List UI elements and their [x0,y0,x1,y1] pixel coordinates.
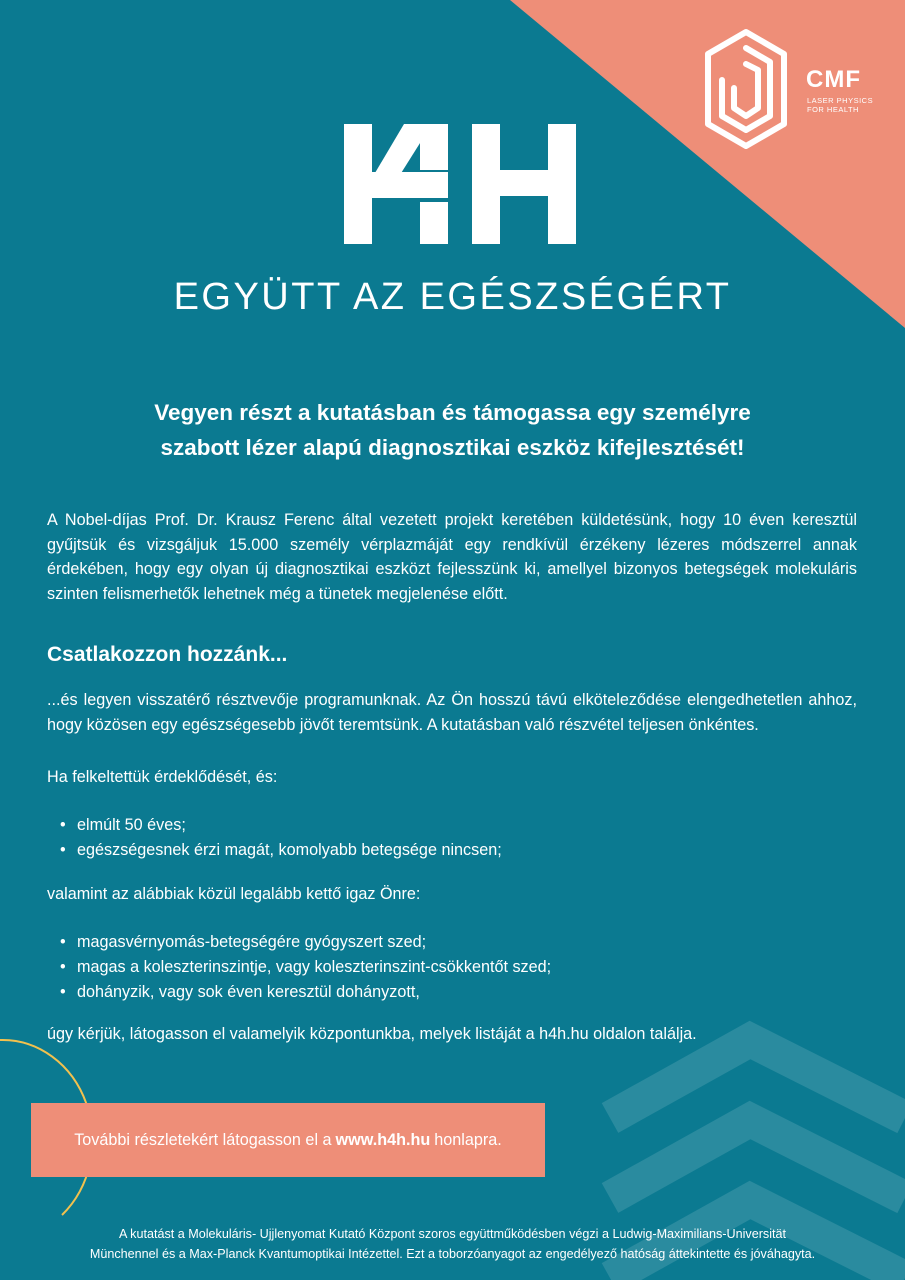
cta-text-after: honlapra. [434,1130,502,1149]
list-item: • egészségesnek érzi magát, komolyabb betegsége nincsen; [47,838,502,863]
join-paragraph: ...és legyen visszatérő résztvevője programunknak. Az Ön hosszú távú elköteleződése elengedhetetlen ahhoz, hogy közösen egy egészségesebb jövőt teremtsünk. A kutatásban való részvétel teljesen önkéntes. [47,691,857,734]
list-item: • magasvérnyomás-betegségére gyógyszert szed; [47,930,551,955]
footer-note [20,1224,885,1264]
cmf-subtitle [807,96,873,114]
list-item: • elmúlt 50 éves; [47,813,502,838]
h4h-logo-icon [340,122,580,246]
cmf-subtitle-line-1: LASER PHYSICS [807,96,874,105]
cta-banner[interactable] [31,1103,545,1177]
join-heading: Csatlakozzon hozzánk... [47,643,288,666]
criteria-intro: Ha felkeltettük érdeklődését, és: [47,768,278,786]
list-item: • dohányzik, vagy sok éven keresztül dohányzott, [47,980,551,1005]
headline-line-2: szabott lézer alapú diagnosztikai eszköz kifejlesztését! [160,435,745,460]
cta-link[interactable]: www.h4h.hu [335,1130,431,1149]
headline [60,395,845,465]
headline-line-1: Vegyen részt a kutatásban és támogassa egy személyre [154,400,751,425]
criteria-closing: úgy kérjük, látogasson el valamelyik központunkba, melyek listáját a h4h.hu oldalon találja. [47,1025,697,1043]
footer-line-1: A kutatást a Molekuláris- Ujjlenyomat Kutató Központ szoros együttműködésben végzi a Ludwig-Maximilians-Universität [118,1227,787,1241]
cmf-subtitle-line-2: FOR HEALTH [807,105,859,114]
criteria-list-1 [47,813,502,863]
tagline: EGYÜTT AZ EGÉSZSÉGÉRT [173,276,732,318]
criteria-list-2 [47,930,551,1005]
intro-paragraph: A Nobel-díjas Prof. Dr. Krausz Ferenc által vezetett projekt keretében küldetésünk, hogy 10 éven keresztül gyűjtsük és vizsgáljuk 15.000 személy vérplazmáját egy rendkívül érzékeny lézeres módszerrel annak érdekében, hogy egy olyan új diagnosztikai eszközt fejlesszünk ki, amellyel bizonyos betegségek molekuláris szinten felismerhetők lehetnek még a tünetek megjelenése előtt. [47,511,857,603]
footer-line-2: Münchennel és a Max-Planck Kvantumoptikai Intézettel. Ezt a toborzóanyagot az engedélyező hatóság áttekintette és jóváhagyta. [89,1247,816,1261]
cta-text-before: További részletekért látogasson el a [74,1130,332,1149]
criteria-middle: valamint az alábbiak közül legalább kettő igaz Önre: [47,885,421,903]
list-item: • magas a koleszterinszintje, vagy koleszterinszint-csökkentőt szed; [47,955,551,980]
cmf-title: CMF [806,66,861,93]
